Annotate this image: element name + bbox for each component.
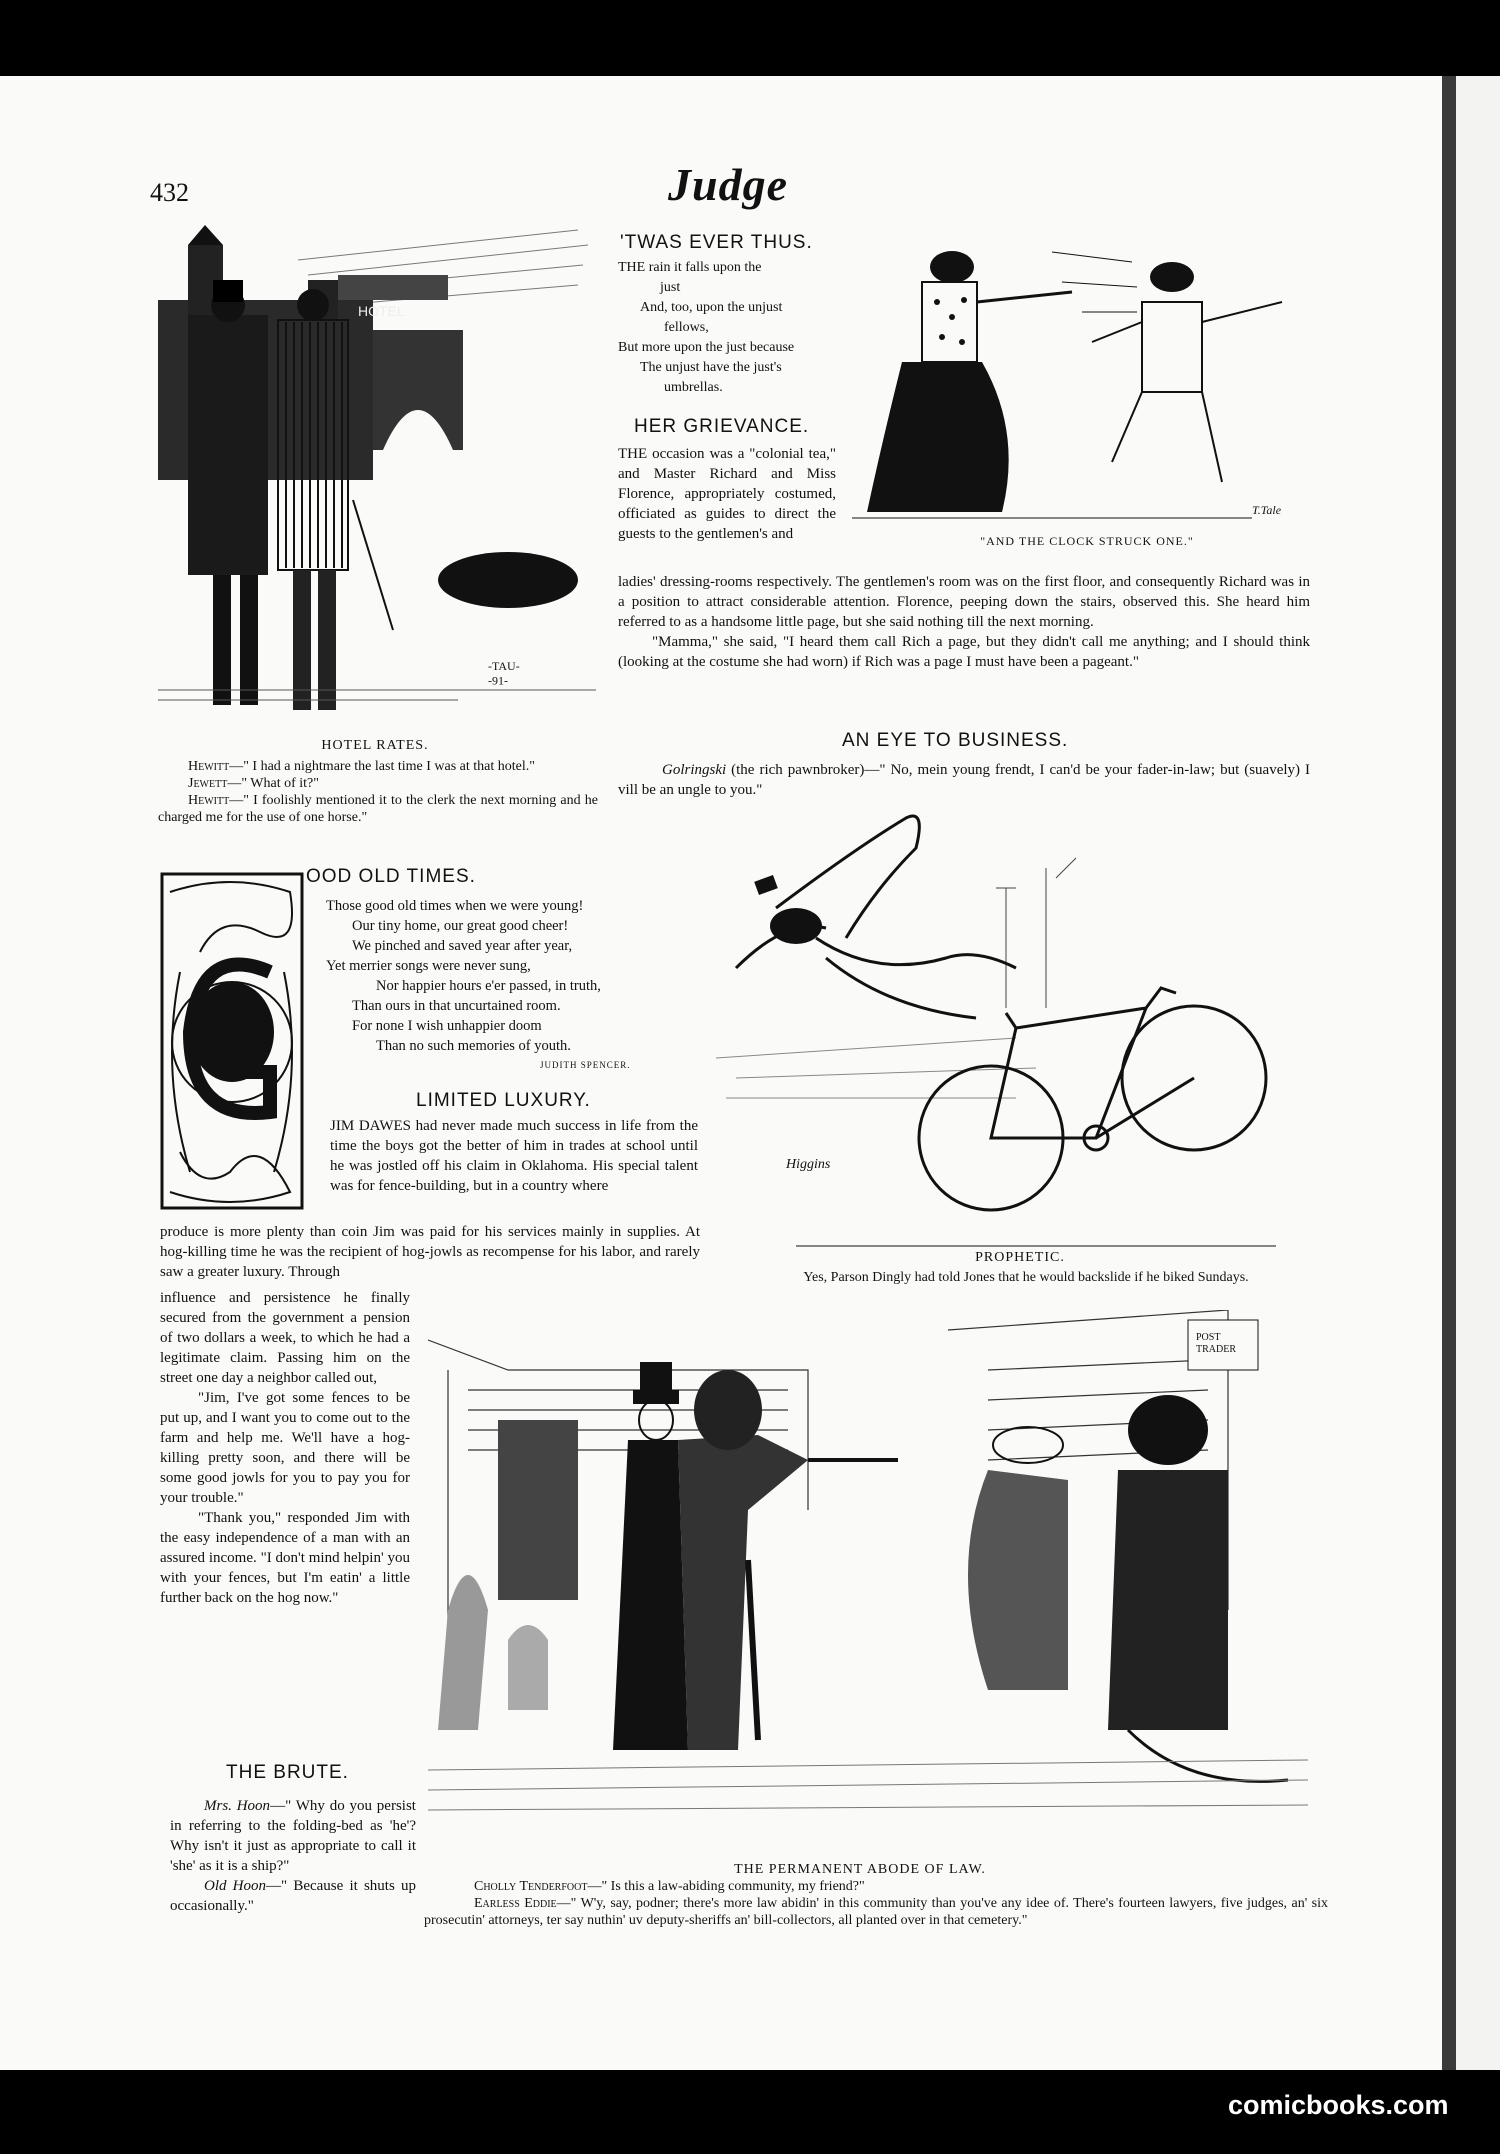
- got-line-7: For none I wish unhappier doom: [352, 1018, 542, 1034]
- limited-column: [160, 1288, 410, 1608]
- brute-text-1: —" Why do you persist in referring to the folding-bed as 'he'? Why isn't it just as appropriate to call it 'she' as it is a ship?": [170, 1798, 416, 1874]
- hotel-line-1: [158, 758, 598, 775]
- grievance-wide-text: ladies' dressing-rooms respectively. The gentlemen's room was on the first floor, and consequently Richard was in a position to attract considerable attention. Florence, peeping down the stairs, observed this. She heard him referred to as a handsome little page, but she said nothing till the next morning.: [618, 574, 1310, 630]
- twas-line-4: fellows,: [664, 320, 709, 335]
- hotel-text-3: —" I foolishly mentioned it to the clerk the next morning and he charged me for the use of one horse.": [158, 793, 598, 825]
- twas-line-1: THE rain it falls upon the: [618, 260, 762, 275]
- hotel-speaker-1: Hewitt: [188, 759, 230, 774]
- brute-line-2: [170, 1876, 416, 1916]
- limited-p3: "Thank you," responded Jim with the easy independence of a man with an assured income. "I don't mind helpin' you with your fences, but I'm eatin' a little further back on the hog now.": [160, 1510, 410, 1606]
- ornamental-g-initial: [160, 872, 304, 1210]
- twas-line-2: just: [660, 280, 681, 295]
- hotel-line-3: [158, 792, 598, 826]
- law-dialogue: [424, 1878, 1328, 1929]
- got-line-3: We pinched and saved year after year,: [352, 938, 573, 954]
- twas-poem: [618, 258, 838, 398]
- limited-title: LIMITED LUXURY.: [416, 1090, 591, 1111]
- page-number: 432: [150, 178, 189, 207]
- hotel-speaker-2: Jewett: [188, 776, 228, 791]
- twas-line-7: umbrellas.: [664, 380, 723, 395]
- law-text-2: —" W'y, say, podner; there's more law abidin' in this community than you've any idee of. There's fourteen lawyers, five judges, an' six prosecutin' attorneys, ter say nuthin' uv deputy-sheriffs an' bill-collectors, all planted over in that cemetery.": [424, 1896, 1329, 1928]
- got-line-6: Than ours in that uncurtained room.: [352, 998, 561, 1014]
- law-line-1: [424, 1878, 1328, 1895]
- grievance-title: HER GRIEVANCE.: [634, 416, 810, 437]
- hotel-text-2: —" What of it?": [227, 776, 319, 791]
- law-speaker-2: Earless Eddie: [474, 1896, 557, 1911]
- twas-line-5: But more upon the just because: [618, 340, 795, 355]
- brute-text: [170, 1796, 416, 1916]
- limited-p2: "Jim, I've got some fences to be put up, and I want you to come out to the farm and help me. We'll have a hog-killing pretty soon, and there will be some good jowls for you to pay you for your trouble.": [160, 1390, 410, 1506]
- clock-cartoon: [852, 222, 1322, 532]
- hotel-artist-signature: -TAU--91-: [488, 659, 520, 688]
- limited-p1-narrow: JIM DAWES had never made much success in life from the time the boys got the better of him in trades at school until he was jostled off his claim in Oklahoma. His special talent was for fence-building, but in a country where: [330, 1118, 698, 1194]
- prophetic-subcaption: Yes, Parson Dingly had told Jones that he would backslide if he biked Sundays.: [803, 1270, 1249, 1285]
- twas-title: 'TWAS EVER THUS.: [620, 232, 813, 253]
- watermark: comicbooks.com: [1228, 2090, 1449, 2120]
- eye-text: [618, 760, 1310, 800]
- law-text-1: —" Is this a law-abiding community, my friend?": [587, 1879, 865, 1894]
- adjacent-page-edge: [1456, 76, 1500, 2070]
- brute-speaker-1: Mrs. Hoon: [204, 1798, 271, 1814]
- good-old-times-title: OOD OLD TIMES.: [306, 866, 476, 887]
- good-old-times-poem: [326, 896, 666, 1056]
- good-old-times-author: JUDITH SPENCER.: [540, 1060, 631, 1070]
- limited-p1-wide: produce is more plenty than coin Jim was paid for his services mainly in supplies. At hog-killing time he was the recipient of hog-jowls as recompense for his labor, and rarely saw a greater luxury. Through: [160, 1224, 700, 1280]
- grievance-narrow: [618, 444, 836, 544]
- hotel-speaker-3: Hewitt: [188, 793, 230, 808]
- hotel-dialogue: [158, 758, 598, 826]
- got-line-5: Nor happier hours e'er passed, in truth,: [376, 978, 601, 994]
- got-line-1: Those good old times when we were young!: [326, 898, 584, 914]
- grievance-wide: [618, 572, 1310, 672]
- masthead: Judge: [668, 159, 788, 210]
- brute-text-2: —" Because it shuts up occasionally.": [170, 1878, 416, 1914]
- prophetic-caption: PROPHETIC.: [975, 1250, 1065, 1265]
- limited-p1-col: influence and persistence he finally secured from the government a pension of two dollars a week, to which he had a legitimate claim. Passing him on the street one day a neighbor called out,: [160, 1290, 410, 1386]
- limited-wide: [160, 1222, 700, 1282]
- got-line-8: Than no such memories of youth.: [376, 1038, 571, 1054]
- prophetic-signature: Higgins: [786, 1157, 831, 1172]
- grievance-narrow-text: THE occasion was a "colonial tea," and Master Richard and Miss Florence, appropriately costumed, officiated as guides to direct the guests to the gentlemen's and: [618, 446, 836, 542]
- eye-title: AN EYE TO BUSINESS.: [842, 730, 1069, 751]
- twas-line-6: The unjust have the just's: [640, 360, 782, 375]
- clock-caption: "AND THE CLOCK STRUCK ONE.": [980, 534, 1194, 548]
- clock-cartoon-signature: T.Tale: [1252, 503, 1282, 517]
- got-line-2: Our tiny home, our great good cheer!: [352, 918, 569, 934]
- law-speaker-1: Cholly Tenderfoot: [474, 1879, 588, 1894]
- law-post-sign: POST TRADER: [1196, 1332, 1236, 1355]
- hotel-sign: HOTEL: [358, 303, 405, 319]
- hotel-line-2: [158, 775, 598, 792]
- twas-line-3: And, too, upon the unjust: [640, 300, 783, 315]
- brute-title: THE BRUTE.: [226, 1762, 349, 1783]
- law-cartoon: [428, 1310, 1308, 1850]
- law-caption: THE PERMANENT ABODE OF LAW.: [734, 1862, 986, 1877]
- eye-paragraph: [618, 760, 1310, 800]
- hotel-caption: HOTEL RATES.: [321, 738, 429, 753]
- brute-speaker-2: Old Hoon: [204, 1878, 267, 1894]
- got-line-4: Yet merrier songs were never sung,: [326, 958, 531, 974]
- grievance-quote: "Mamma," she said, "I heard them call Rich a page, but they didn't call me anything; and I should think (looking at the costume she had worn) if Rich was a page I must have been a pageant.": [618, 634, 1310, 670]
- page-spine: [1442, 76, 1456, 2070]
- brute-line-1: [170, 1796, 416, 1876]
- hotel-illustration: [158, 220, 596, 728]
- hotel-text-1: —" I had a nightmare the last time I was at that hotel.": [229, 759, 535, 774]
- eye-dialogue: (the rich pawnbroker)—" No, mein young frendt, I can'd be your fader-in-law; but (suavely) I vill be an ungle to you.": [618, 762, 1310, 798]
- limited-narrow: [330, 1116, 698, 1196]
- law-line-2: [424, 1895, 1328, 1929]
- prophetic-cartoon: [716, 808, 1320, 1250]
- eye-speaker: Golringski: [662, 762, 727, 778]
